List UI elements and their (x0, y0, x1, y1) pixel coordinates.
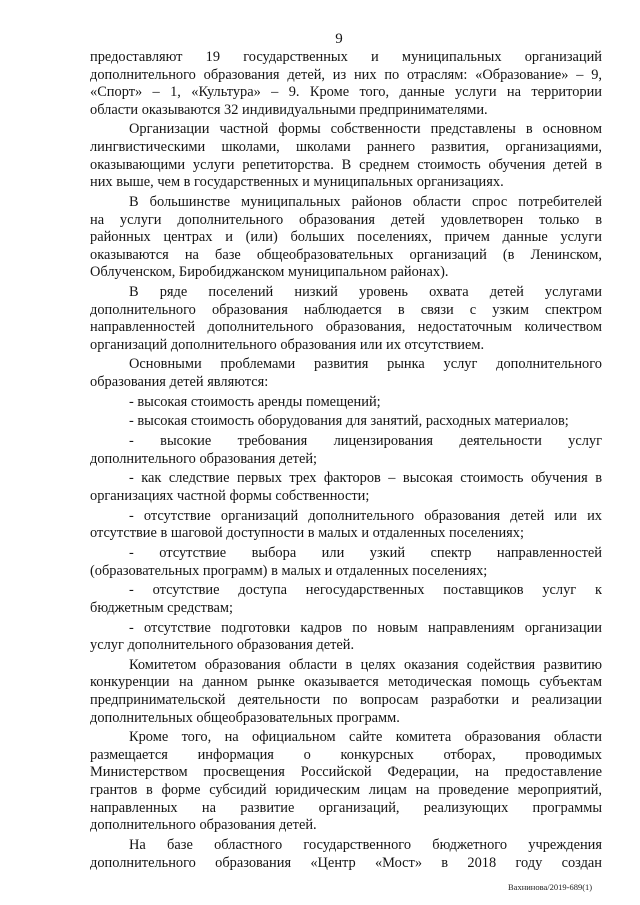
text-line: «Спорт» – 1, «Культура» – 9. Кроме того, данные услуги на территории (90, 84, 602, 101)
list-item (90, 582, 602, 617)
body-text (90, 49, 602, 872)
text-line: организаций дополнительного образования или их отсутствием. (90, 336, 485, 353)
list-item (90, 413, 602, 431)
paragraph (90, 837, 602, 872)
paragraph (90, 729, 602, 835)
text-line: конкуренции на данном рынке оказывается методическая помощь субъектам (90, 674, 602, 691)
paragraph (90, 284, 602, 354)
list-item (90, 433, 602, 468)
text-line: дополнительного образования детей; (90, 450, 318, 467)
text-line: размещается информация о конкурсных отборах, проводимых (90, 746, 602, 763)
paragraph (90, 356, 602, 391)
text-line: Облученском, Биробиджанском муниципальном районах). (90, 264, 449, 281)
document-code: Вахнинова/2019-689(1) (508, 882, 593, 892)
text-line: услуг дополнительного образования детей. (90, 637, 355, 654)
text-line: дополнительного образования наблюдается в связи с узким спектром (90, 301, 602, 318)
text-line: предоставляют 19 государственных и муниципальных организаций (90, 49, 602, 65)
text-line: них выше, чем в государственных и муниципальных организациях. (90, 174, 504, 191)
text-line: оказываются на базе общеобразовательных организаций (в Ленинском, (90, 246, 602, 263)
list-item (90, 470, 602, 505)
text-line: - высокая стоимость оборудования для занятий, расходных материалов; (129, 413, 569, 430)
paragraph (90, 657, 602, 727)
text-line: - отсутствие выбора или узкий спектр направленностей (129, 544, 602, 561)
text-line: предпринимательской деятельности по вопросам разработки и реализации (90, 692, 602, 708)
text-line: - отсутствие подготовки кадров по новым направлениям организации (129, 619, 602, 636)
text-line: Основными проблемами развития рынка услуг дополнительного (129, 356, 602, 373)
text-line: на услуги дополнительного образования детей удовлетворен только в (90, 211, 602, 228)
text-line: - высокая стоимость аренды помещений; (129, 393, 381, 410)
text-line: бюджетным средствам; (90, 599, 234, 616)
list-item (90, 394, 602, 412)
text-line: дополнительных общеобразовательных программ. (90, 709, 400, 726)
text-line: оказывающими услуги репетиторства. В среднем стоимость обучения детей в (90, 156, 602, 173)
paragraph (90, 49, 602, 119)
list-item (90, 620, 602, 655)
text-line: - отсутствие доступа негосударственных поставщиков услуг к (129, 582, 602, 599)
text-line: В большинстве муниципальных районов области спрос потребителей (129, 193, 602, 210)
text-line: районных центрах и (или) больших поселениях, причем данные услуги (90, 229, 602, 246)
list-item (90, 545, 602, 580)
text-line: грантов в форме субсидий юридическим лицам на проведение мероприятий, (90, 782, 602, 799)
text-line: дополнительного образования детей, из них по отраслям: «Образование» – 9, (90, 66, 602, 83)
text-line: В ряде поселений низкий уровень охвата детей услугами (129, 284, 602, 300)
text-line: - отсутствие организаций дополнительного образования детей или их (129, 507, 602, 524)
page-number: 9 (335, 31, 343, 47)
paragraph (90, 194, 602, 282)
text-line: Организации частной формы собственности представлены в основном (129, 121, 602, 138)
text-line: - высокие требования лицензирования деятельности услуг (129, 433, 602, 450)
text-line: образования детей являются: (90, 374, 269, 391)
text-line: организациях частной формы собственности; (90, 488, 370, 504)
text-line: - как следствие первых трех факторов – высокая стоимость обучения в (129, 470, 602, 487)
text-line: лингвистическими школами, школами раннего развития, организациями, (90, 139, 602, 156)
list-item (90, 508, 602, 543)
text-line: Кроме того, на официальном сайте комитета образования области (129, 729, 602, 746)
text-line: направленных на развитие организаций, реализующих программы (90, 799, 602, 816)
text-line: дополнительного образования детей. (90, 817, 317, 834)
text-line: На базе областного государственного бюджетного учреждения (129, 836, 602, 853)
text-line: отсутствие в шаговой доступности в малых и отдаленных поселениях; (90, 525, 524, 542)
text-line: Комитетом образования области в целях оказания содействия развитию (129, 656, 602, 673)
text-line: области оказываются 32 индивидуальными предпринимателями. (90, 101, 488, 118)
text-line: (образовательных программ) в малых и отдаленных поселениях; (90, 562, 488, 579)
text-line: Министерством просвещения Российской Федерации, на предоставление (90, 764, 602, 781)
text-line: направленностей дополнительного образования, недостаточным количеством (90, 319, 602, 336)
paragraph (90, 121, 602, 191)
text-line: дополнительного образования «Центр «Мост» в 2018 году создан (90, 854, 602, 871)
